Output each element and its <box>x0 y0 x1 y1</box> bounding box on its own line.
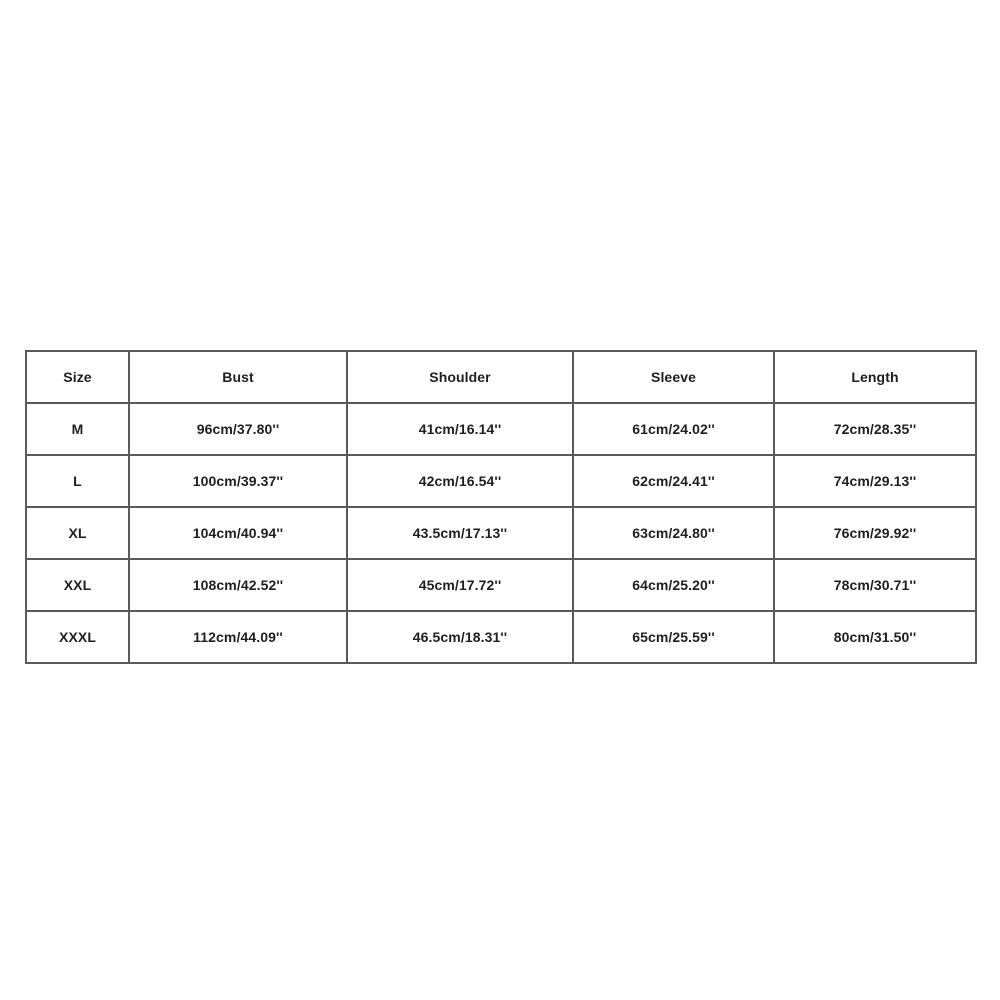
table-row <box>26 455 976 507</box>
size-chart-table <box>25 350 977 664</box>
sleeve-cell: 62cm/24.41'' <box>573 455 774 507</box>
size-chart-body <box>26 403 976 663</box>
length-cell: 78cm/30.71'' <box>774 559 976 611</box>
header-row <box>26 351 976 403</box>
table-row <box>26 611 976 663</box>
length-cell: 74cm/29.13'' <box>774 455 976 507</box>
bust-cell: 112cm/44.09'' <box>129 611 347 663</box>
header-length: Length <box>774 351 976 403</box>
table-row <box>26 403 976 455</box>
bust-cell: 100cm/39.37'' <box>129 455 347 507</box>
size-cell: L <box>26 455 129 507</box>
length-cell: 76cm/29.92'' <box>774 507 976 559</box>
length-cell: 72cm/28.35'' <box>774 403 976 455</box>
size-cell: XXXL <box>26 611 129 663</box>
header-sleeve: Sleeve <box>573 351 774 403</box>
shoulder-cell: 43.5cm/17.13'' <box>347 507 573 559</box>
table-row <box>26 559 976 611</box>
size-chart-header <box>26 351 976 403</box>
bust-cell: 108cm/42.52'' <box>129 559 347 611</box>
shoulder-cell: 42cm/16.54'' <box>347 455 573 507</box>
header-bust: Bust <box>129 351 347 403</box>
size-cell: M <box>26 403 129 455</box>
bust-cell: 104cm/40.94'' <box>129 507 347 559</box>
size-cell: XXL <box>26 559 129 611</box>
sleeve-cell: 65cm/25.59'' <box>573 611 774 663</box>
shoulder-cell: 46.5cm/18.31'' <box>347 611 573 663</box>
header-shoulder: Shoulder <box>347 351 573 403</box>
table-row <box>26 507 976 559</box>
shoulder-cell: 41cm/16.14'' <box>347 403 573 455</box>
bust-cell: 96cm/37.80'' <box>129 403 347 455</box>
sleeve-cell: 64cm/25.20'' <box>573 559 774 611</box>
size-cell: XL <box>26 507 129 559</box>
length-cell: 80cm/31.50'' <box>774 611 976 663</box>
shoulder-cell: 45cm/17.72'' <box>347 559 573 611</box>
header-size: Size <box>26 351 129 403</box>
sleeve-cell: 63cm/24.80'' <box>573 507 774 559</box>
sleeve-cell: 61cm/24.02'' <box>573 403 774 455</box>
